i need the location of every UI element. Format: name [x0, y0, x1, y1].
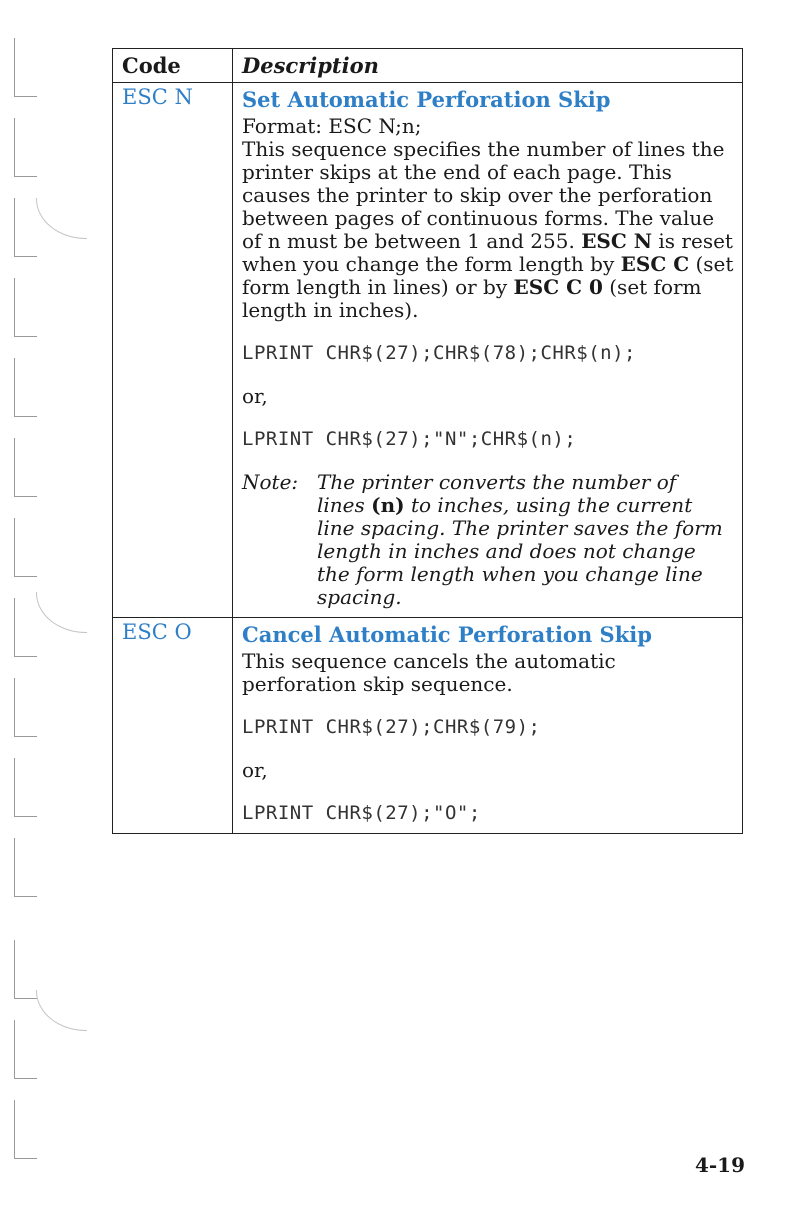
binder-mark: [14, 598, 37, 657]
binder-mark: [14, 1020, 37, 1079]
note-text: The printer converts the number of lines: [317, 470, 677, 517]
or-text: or,: [242, 384, 268, 408]
command-title: Cancel Automatic Perforation Skip: [242, 622, 652, 647]
page-number: 4-19: [694, 1153, 745, 1177]
code-example: LPRINT CHR$(27);CHR$(79);: [242, 716, 541, 738]
command-code: ESC O: [113, 618, 233, 833]
body-text: (set form length in inches).: [242, 275, 702, 322]
binder-arc: [36, 990, 87, 1031]
binder-mark: [14, 438, 37, 497]
body-code: ESC N: [581, 229, 653, 253]
table-row: [113, 82, 742, 617]
binder-mark: [14, 38, 37, 97]
command-code: ESC N: [113, 83, 233, 617]
binder-arc: [36, 592, 87, 633]
table-row: [113, 617, 742, 833]
command-title: Set Automatic Perforation Skip: [242, 87, 611, 112]
note-text: to inches, using the current line spacing. The printer saves the form length in inches and does not change the form length when you change line spacing.: [317, 493, 723, 609]
body-text: This sequence specifies the number of lines the printer skips at the end of each page. This causes the printer to skip over the perforation between pages of continuous forms. The value of n must be between 1 and 255.: [242, 137, 725, 253]
command-body: This sequence cancels the automatic perforation skip sequence.: [242, 649, 616, 696]
binder-mark: [14, 358, 37, 417]
binder-mark: [14, 1100, 37, 1159]
binder-mark: [14, 678, 37, 737]
binder-mark: [14, 198, 37, 257]
code-example: LPRINT CHR$(27);CHR$(78);CHR$(n);: [242, 342, 636, 364]
command-table: [112, 48, 743, 834]
code-example: LPRINT CHR$(27);"O";: [242, 802, 481, 824]
note-label: Note:: [242, 470, 299, 494]
binder-mark: [14, 118, 37, 177]
code-example: LPRINT CHR$(27);"N";CHR$(n);: [242, 428, 577, 450]
body-text: is reset when you change the form length by: [242, 229, 733, 276]
note-body: [317, 471, 734, 609]
command-format: Format: ESC N;n;: [242, 114, 422, 138]
body-text: (set form length in lines) or by: [242, 252, 734, 299]
binder-mark: [14, 278, 37, 337]
note: [242, 471, 734, 609]
command-description: [233, 618, 742, 833]
or-text: or,: [242, 758, 268, 782]
note-bold: (n): [371, 493, 405, 517]
table-header-row: [113, 49, 742, 82]
binder-mark: [14, 838, 37, 897]
header-code: Code: [113, 49, 233, 82]
binder-mark: [14, 940, 37, 999]
command-description: [233, 83, 742, 617]
body-code: ESC C: [620, 252, 690, 276]
command-body: [242, 138, 734, 322]
binder-arc: [36, 198, 87, 239]
binder-mark: [14, 518, 37, 577]
body-code: ESC C 0: [513, 275, 603, 299]
binder-mark: [14, 758, 37, 817]
header-description: Description: [242, 53, 379, 78]
